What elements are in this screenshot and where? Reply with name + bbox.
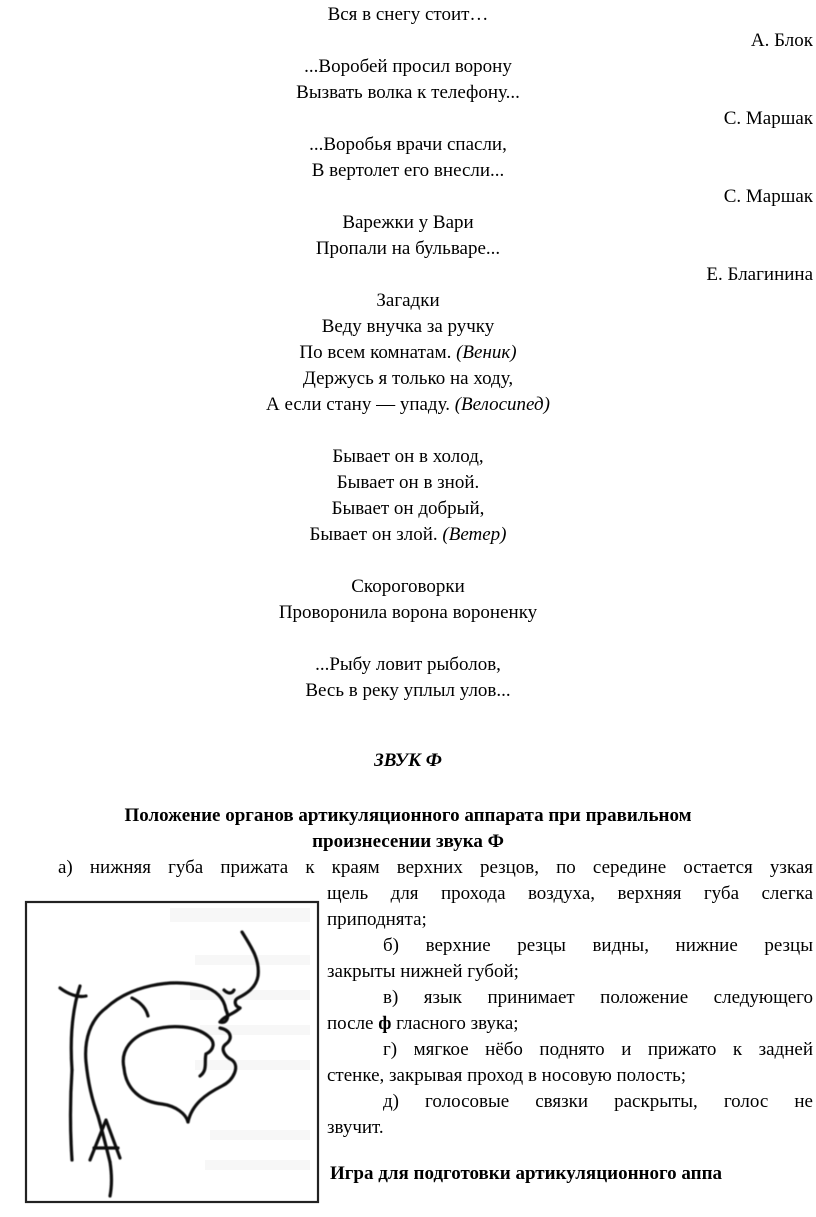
poem-line: В вертолет его внесли... [311, 160, 505, 181]
point-a-line3: приподнята; [327, 909, 427, 930]
position-heading-line1: Положение органов артикуляционного аппарата при правильном [124, 805, 692, 826]
section-title: ЗВУК Ф [374, 750, 442, 771]
riddle-answer: (Веник) [456, 342, 517, 363]
point-d-line1: д) голосовые связки раскрыты, голос не [383, 1091, 813, 1112]
poem-line: Варежки у Вари [342, 212, 474, 233]
point-a-line2: щель для прохода воздуха, верхняя губа слегка [327, 883, 813, 904]
riddle-line: А если стану — упаду. (Велосипед) [266, 394, 550, 415]
tongue-twisters-title: Скороговорки [351, 576, 465, 597]
tongue-twister-line: Весь в реку уплыл улов... [305, 680, 511, 701]
riddle-line: Веду внучка за ручку [321, 316, 495, 337]
poem-line: Пропали на бульваре... [315, 238, 501, 259]
position-heading-line2: произнесении звука Ф [312, 831, 504, 852]
riddle-line: Бывает он злой. (Ветер) [309, 524, 507, 545]
poem-line: Вызвать волка к телефону... [296, 82, 520, 103]
poem-line: ...Воробей просил ворону [304, 56, 512, 77]
riddle-line: Бывает он добрый, [331, 498, 485, 519]
riddles-title: Загадки [376, 290, 440, 311]
game-heading: Игра для подготовки артикуляционного аппа [330, 1163, 723, 1184]
riddle-line: Держусь я только на ходу, [302, 368, 514, 389]
tongue-twister-line: Проворонила ворона вороненку [278, 602, 538, 623]
tongue-twister-line: ...Рыбу ловит рыболов, [315, 654, 501, 675]
point-b-line1: б) верхние резцы видны, нижние резцы [383, 935, 813, 956]
point-d-line2: звучит. [327, 1117, 384, 1138]
point-v-line1: в) язык принимает положение следующего [383, 987, 813, 1008]
riddle-answer: (Ветер) [442, 524, 507, 545]
poem-line: ...Воробья врачи спасли, [309, 134, 507, 155]
poem-line: Вся в снегу стоит… [327, 4, 489, 25]
riddle-answer: (Велосипед) [454, 394, 550, 415]
poem-author: А. Блок [750, 30, 813, 51]
articulation-diagram-image [20, 890, 320, 1210]
point-g-line1: г) мягкое нёбо поднято и прижато к задней [383, 1039, 813, 1060]
poem-author: Е. Благинина [706, 264, 813, 285]
point-a-line1: а) нижняя губа прижата к краям верхних резцов, по середине остается узкая [58, 857, 813, 878]
riddle-line: Бывает он в холод, [332, 446, 484, 467]
poem-author: С. Маршак [723, 108, 813, 129]
riddle-line: Бывает он в зной. [336, 472, 480, 493]
riddle-line: По всем комнатам. (Веник) [299, 342, 517, 363]
point-g-line2: стенке, закрывая проход в носовую полость; [327, 1065, 687, 1086]
point-b-line2: закрыты нижней губой; [327, 961, 519, 982]
point-v-line2: после ф гласного звука; [327, 1013, 519, 1034]
poem-author: С. Маршак [723, 186, 813, 207]
